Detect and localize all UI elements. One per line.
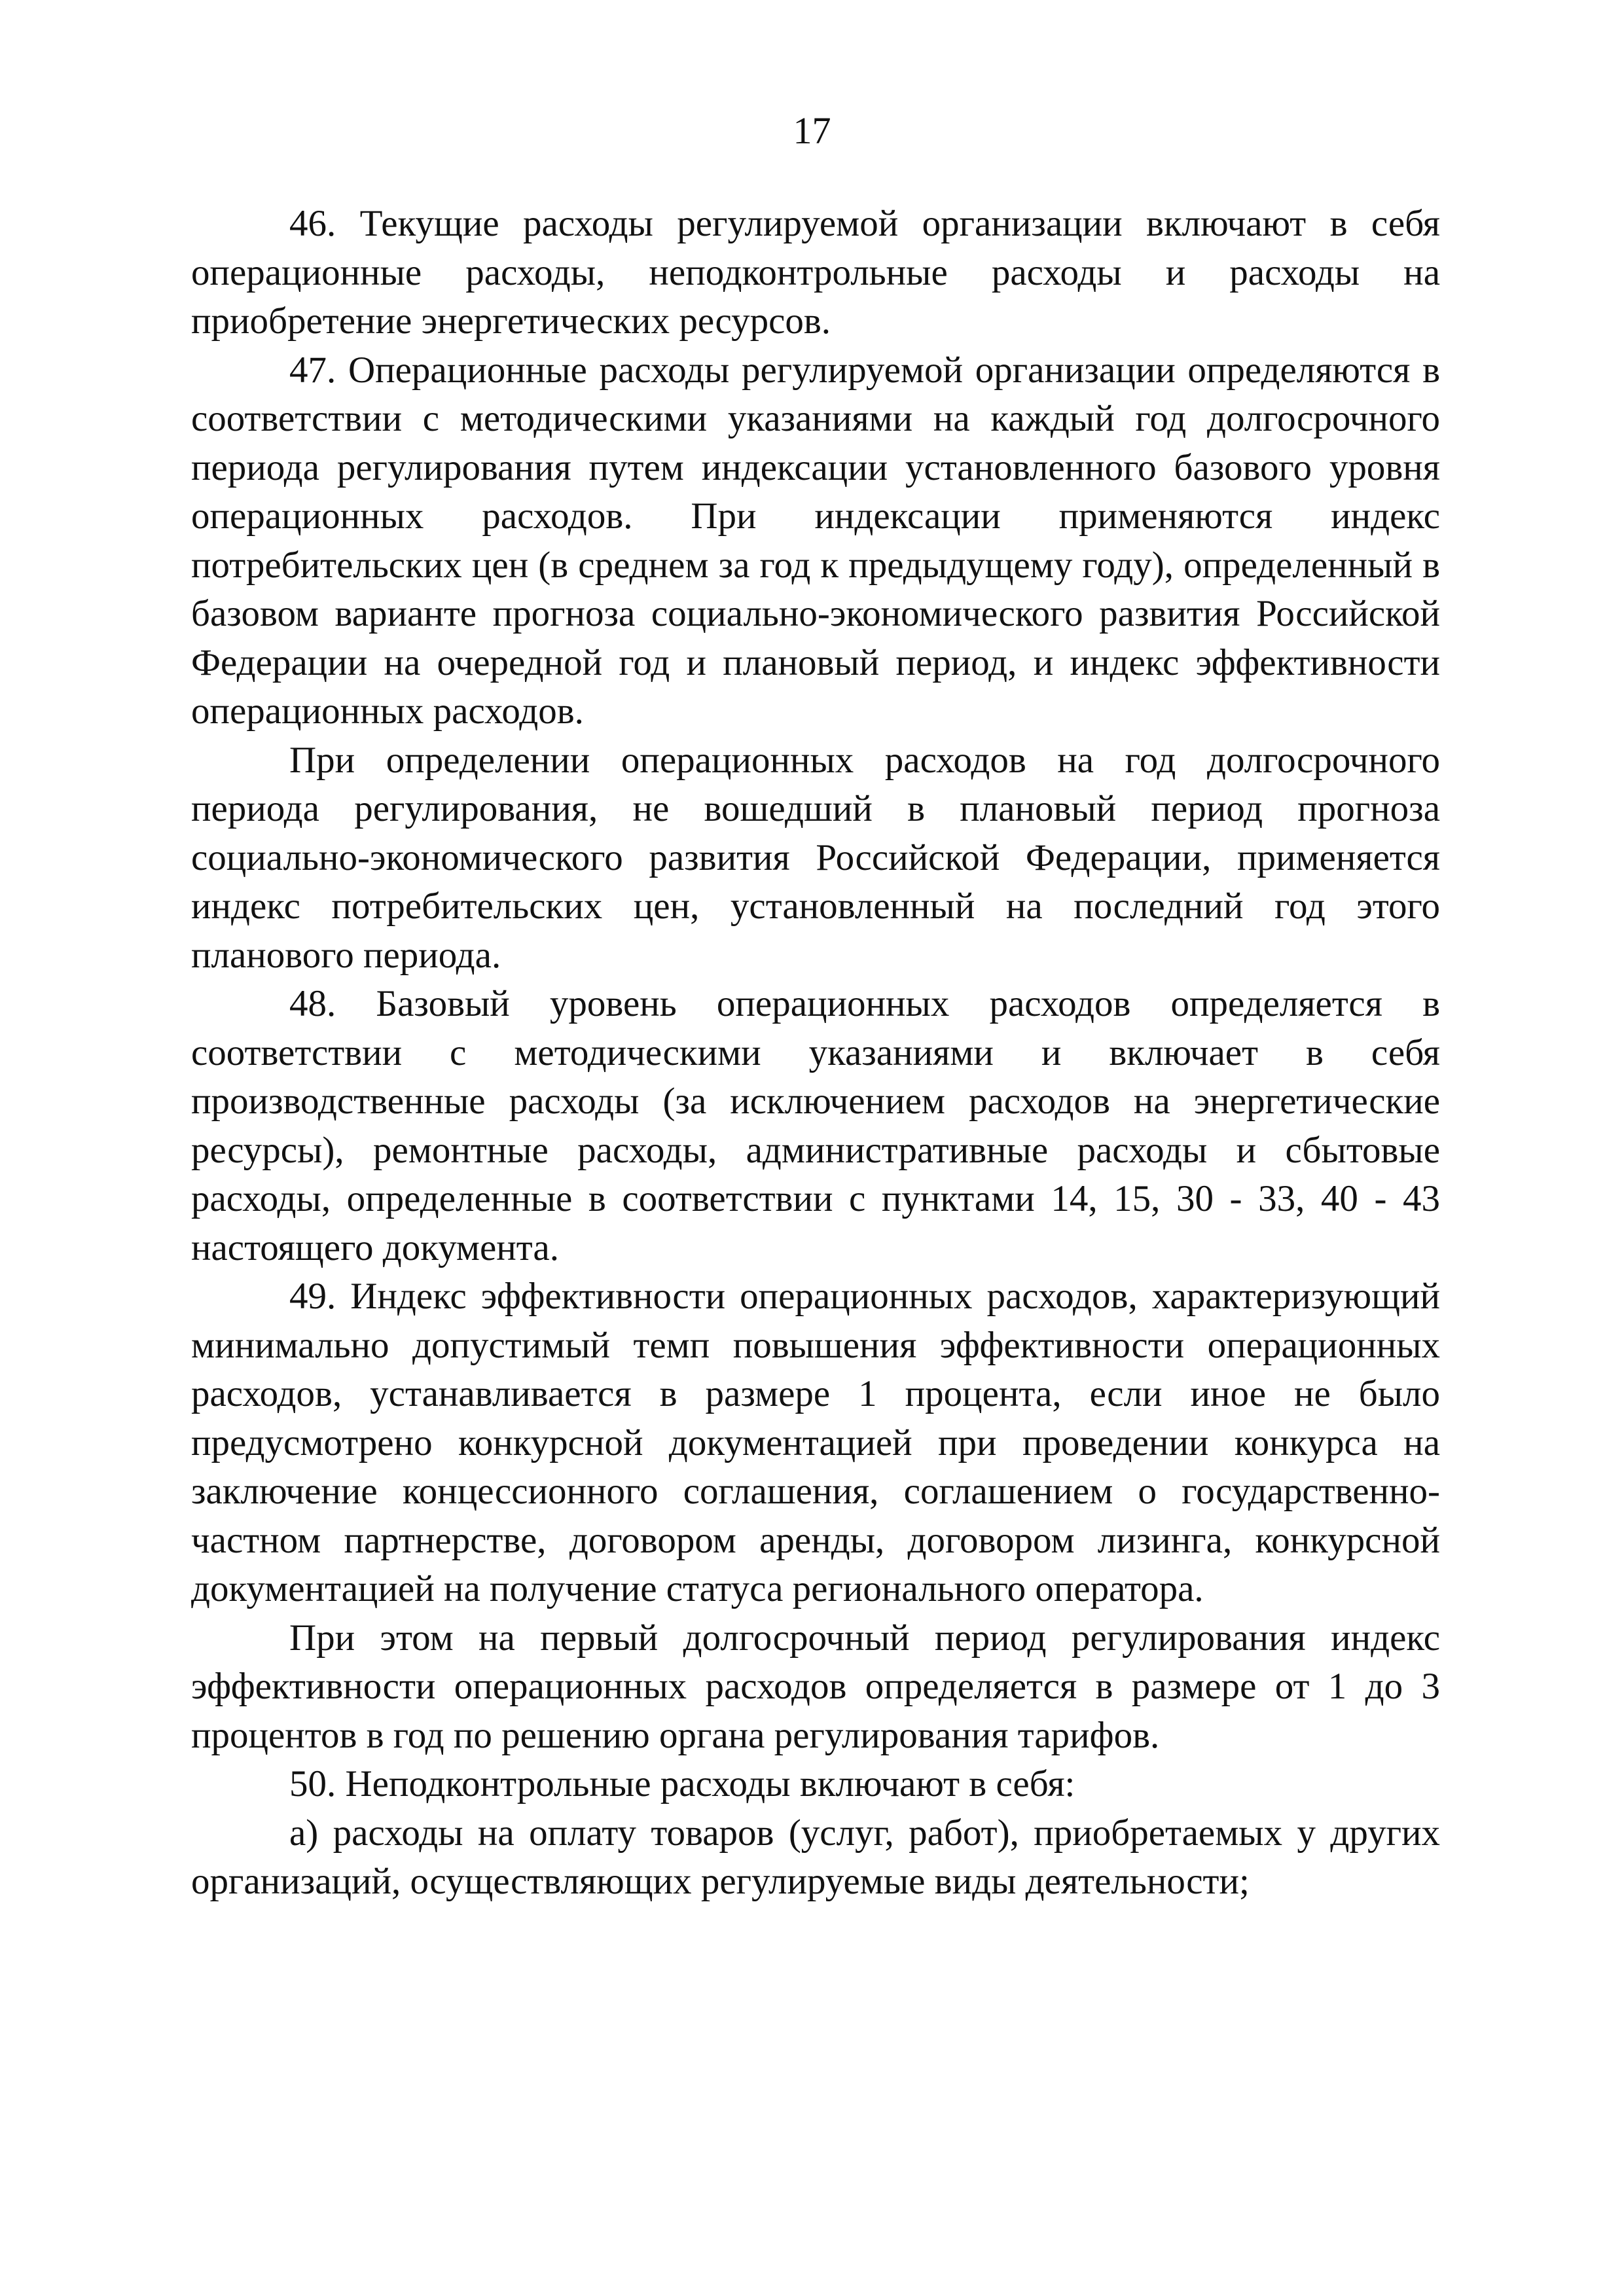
paragraph-48: 48. Базовый уровень операционных расходов определяется в соответствии с методическими указаниями и включает в себя производственные расходы (за исключением расходов на энергетические ресурсы), ремонтные расходы, административные расходы и сбытовые расходы, определенные в соответствии с пунктами 14, 15, 30 - 33, 40 - 43 настоящего документа. [191, 983, 1440, 1268]
paragraph-47-continuation: При определении операционных расходов на год долгосрочного периода регулирования, не вошедший в плановый период прогноза социально-экономического развития Российской Федерации, применяется индекс потребительских цен, установленный на последний год этого планового периода. [191, 739, 1440, 976]
page-number: 17 [793, 109, 831, 152]
paragraph-49: 49. Индекс эффективности операционных расходов, характеризующий минимально допустимый темп повышения эффективности операционных расходов, устанавливается в размере 1 процента, если иное не было предусмотрено конкурсной документацией при проведении конкурса на заключение концессионного соглашения, соглашением о государственно-частном партнерстве, договором аренды, договором лизинга, конкурсной документацией на получение статуса регионального оператора. [191, 1276, 1440, 1609]
paragraph-50: 50. Неподконтрольные расходы включают в себя: [289, 1763, 1075, 1804]
document-body [191, 200, 1440, 1907]
paragraph-47: 47. Операционные расходы регулируемой организации определяются в соответствии с методическими указаниями на каждый год долгосрочного периода регулирования путем индексации установленного базового уровня операционных расходов. При индексации применяются индекс потребительских цен (в среднем за год к предыдущему году), определенный в базовом варианте прогноза социально-экономического развития Российской Федерации на очередной год и плановый период, и индекс эффективности операционных расходов. [191, 349, 1440, 732]
paragraph-49-continuation: При этом на первый долгосрочный период регулирования индекс эффективности операционных расходов определяется в размере от 1 до 3 процентов в год по решению органа регулирования тарифов. [191, 1617, 1440, 1756]
paragraph-46: 46. Текущие расходы регулируемой организации включают в себя операционные расходы, неподконтрольные расходы и расходы на приобретение энергетических ресурсов. [191, 203, 1440, 342]
paragraph-50-item-a: а) расходы на оплату товаров (услуг, работ), приобретаемых у других организаций, осуществляющих регулируемые виды деятельности; [191, 1812, 1440, 1902]
